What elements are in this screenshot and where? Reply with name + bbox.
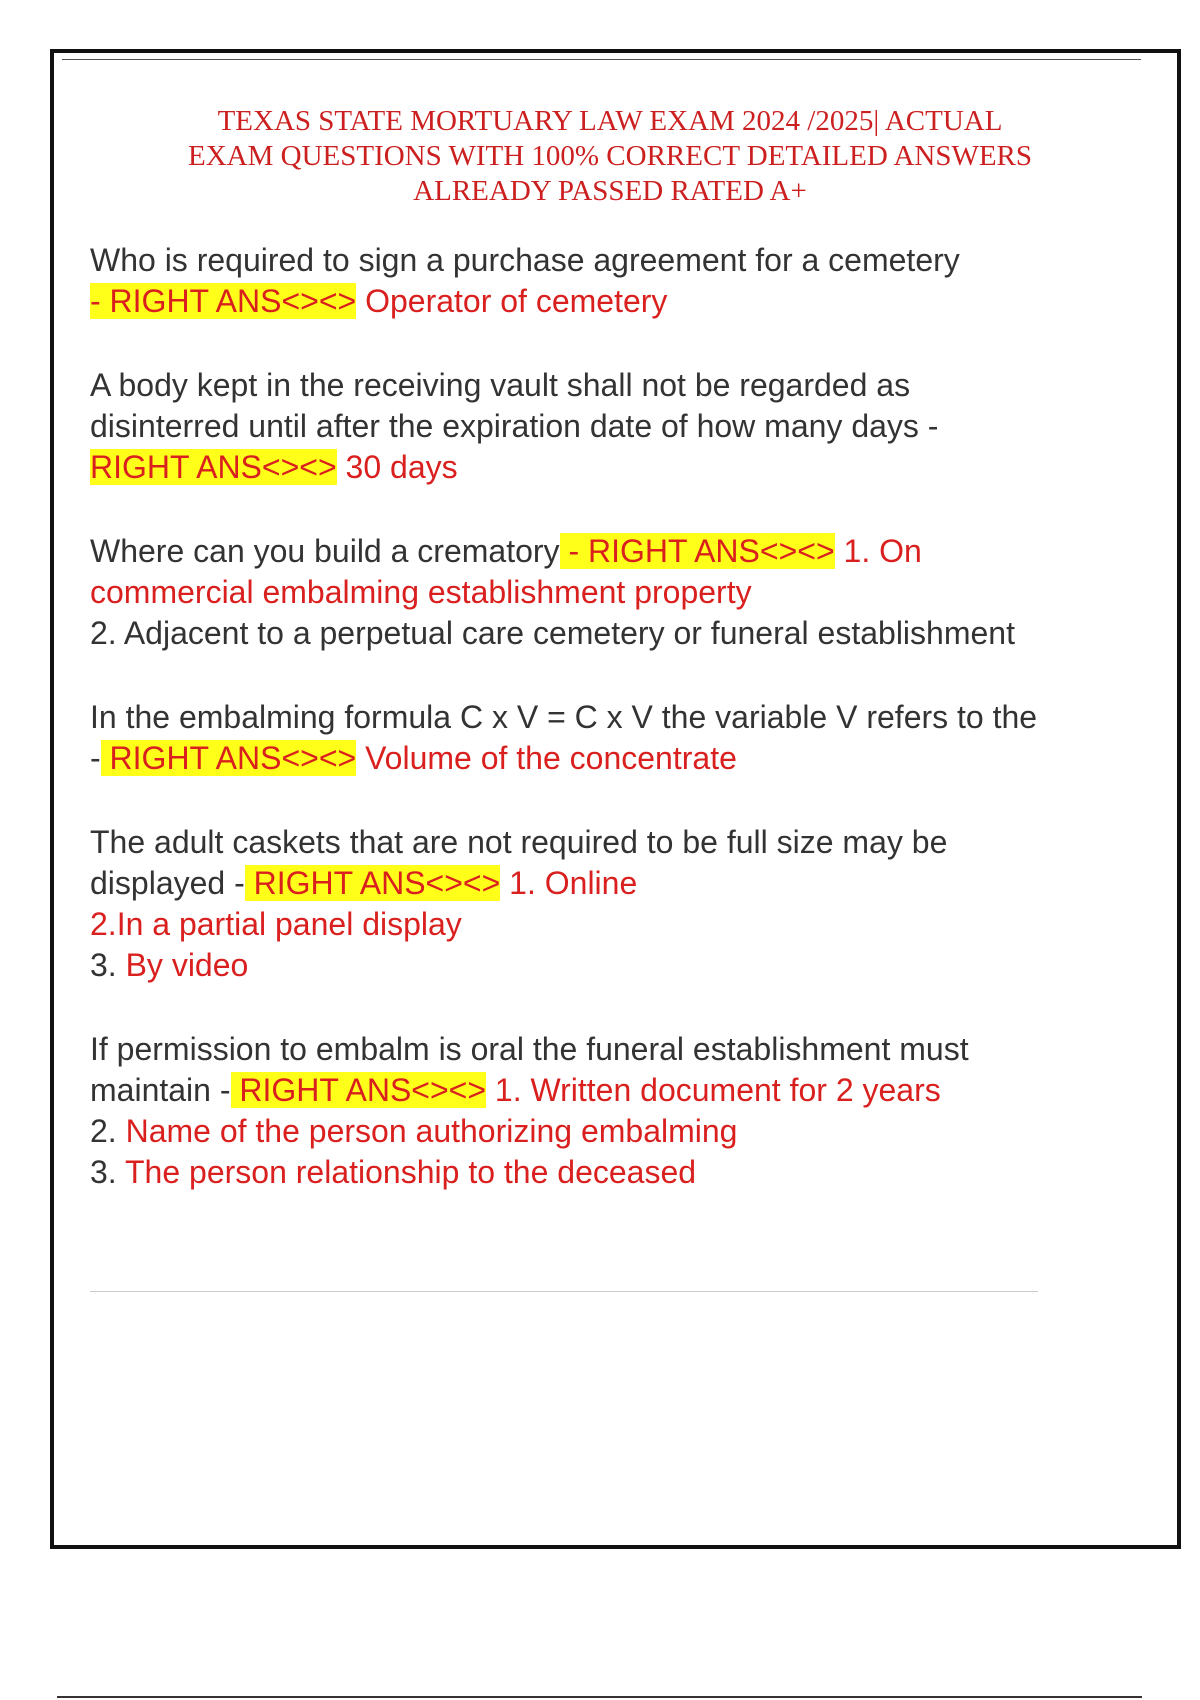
answer-marker: RIGHT ANS<><> [90,449,337,485]
answer-marker: - RIGHT ANS<><> [90,283,357,319]
answer-text: Adjacent to a perpetual care cemetery or funeral establishment [116,615,1015,651]
answer-number: 2. [90,615,117,651]
qa-item-1 [90,240,1050,322]
answer-marker: - RIGHT ANS<><> [559,533,835,569]
answer-marker: RIGHT ANS<><> [230,1072,487,1108]
title-line-1: TEXAS STATE MORTUARY LAW EXAM 2024 /2025| ACTUAL [217,105,1003,137]
question-text: If permission to embalm is oral the funeral establishment must maintain - [90,1031,969,1108]
answer-number: 2. [90,1113,117,1149]
qa-item-3 [90,531,1050,654]
answer-marker: RIGHT ANS<><> [244,865,501,901]
answer-text: 30 days [336,449,458,485]
top-rule [62,59,1141,60]
question-text: The adult caskets that are not required to be full size may be displayed - [90,824,948,901]
answer-number: 3. [90,947,117,983]
section-divider [90,1291,1038,1292]
page-title [60,104,1160,209]
qa-item-4 [90,697,1050,779]
answer-number: 3. [90,1154,117,1190]
answer-marker: RIGHT ANS<><> [100,740,357,776]
question-text: Where can you build a crematory [90,533,560,569]
answer-text: Volume of the concentrate [356,740,737,776]
answer-text: 1. On commercial embalming establishment property [90,533,922,610]
qa-item-5 [90,822,1050,986]
answer-text: Name of the person authorizing embalming [116,1113,738,1149]
answer-text: 1. Online [500,865,638,901]
question-text: In the embalming formula C x V = C x V the variable V refers to the - [90,699,1038,776]
answer-text: The person relationship to the deceased [116,1154,697,1190]
answer-text: Operator of cemetery [356,283,668,319]
title-line-3: ALREADY PASSED RATED A+ [413,175,807,207]
question-text: A body kept in the receiving vault shall not be regarded as disinterred until after the expiration date of how many days - [90,367,939,444]
qa-item-6 [90,1029,1050,1193]
question-text: Who is required to sign a purchase agreement for a cemetery [90,242,960,278]
answer-text: 1. Written document for 2 years [486,1072,941,1108]
qa-list [90,240,1050,1236]
answer-text: 2.In a partial panel display [90,906,462,942]
answer-text: By video [116,947,249,983]
qa-item-2 [90,365,1050,488]
page-bottom-rule [57,1696,1142,1698]
title-line-2: EXAM QUESTIONS WITH 100% CORRECT DETAILED ANSWERS [187,140,1033,172]
